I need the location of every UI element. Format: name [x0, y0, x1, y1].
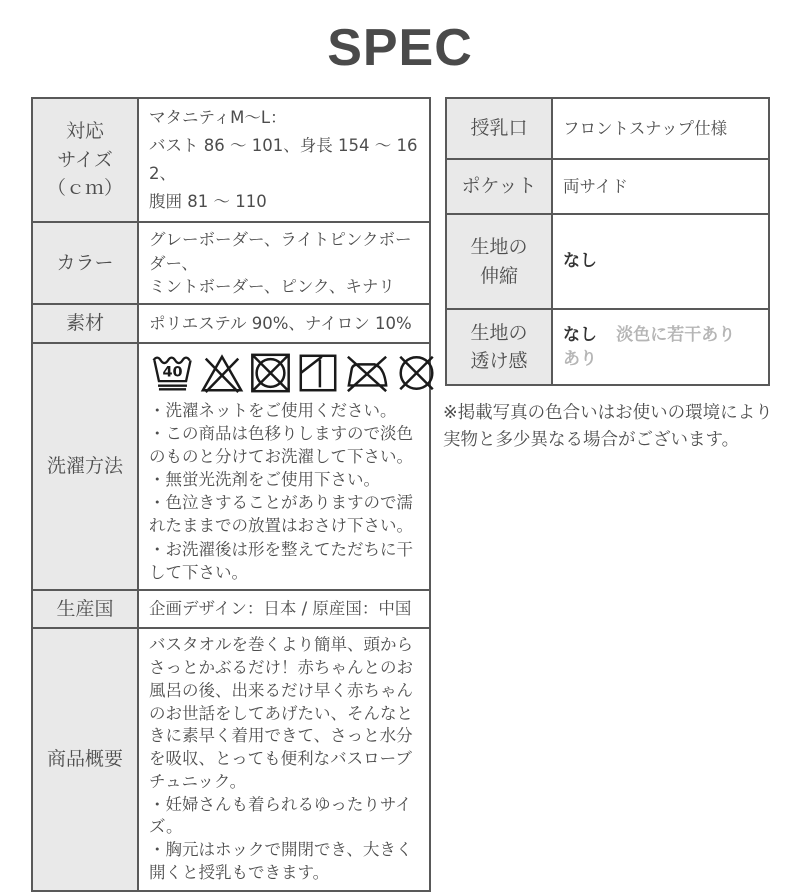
table-row	[446, 214, 769, 309]
washing-instructions	[149, 399, 419, 584]
row-header-nursing-opening: 授乳口	[446, 98, 552, 159]
sheerness-option-selected: なし	[563, 324, 597, 345]
sheerness-option: 淡色に若干あり	[616, 324, 736, 345]
table-row	[32, 98, 430, 222]
value-line: マタニティM〜L：	[149, 108, 287, 127]
note-line: ※掲載写真の色合いはお使いの環境により	[443, 403, 773, 423]
page-title: SPEC	[327, 19, 473, 77]
line-dry-in-shade-icon	[296, 351, 340, 395]
origin-value: 企画デザイン：日本 / 原産国：中国	[138, 590, 430, 629]
row-header-pocket: ポケット	[446, 159, 552, 214]
product-overview-text	[149, 634, 419, 884]
overview-value	[138, 628, 430, 890]
table-row	[32, 590, 430, 629]
photo-color-disclaimer	[443, 400, 783, 454]
washing-bullet: ・お洗濯後は形を整えてただちに干して下さい。	[149, 539, 413, 582]
header-line: 伸縮	[479, 264, 518, 287]
row-header-origin: 生産国	[32, 590, 138, 629]
nursing-opening-value: フロントスナップ仕様	[552, 98, 769, 159]
spec-table-left	[31, 97, 431, 892]
svg-text:40: 40	[162, 364, 183, 381]
table-row	[32, 304, 430, 343]
header-line: 透け感	[470, 350, 528, 372]
header-line: サイズ	[57, 148, 113, 171]
header-line: 生地の	[470, 236, 528, 258]
wash-40-gentle-icon	[149, 351, 196, 395]
care-symbol-strip	[149, 351, 419, 395]
table-row	[32, 628, 430, 890]
material-value: ポリエステル 90%、ナイロン 10%	[138, 304, 430, 343]
washing-bullet: ・色泣きすることがありますので濡れたままでの放置はおさけ下さい。	[149, 493, 413, 536]
row-header-size	[32, 98, 138, 222]
overview-paragraph: ・妊婦さんも着られるゆったりサイズ。	[149, 794, 412, 837]
value-line: 腹囲 81 〜 110	[149, 192, 267, 212]
stretch-rating: なし	[563, 251, 597, 272]
washing-bullet: ・洗濯ネットをご使用ください。	[149, 400, 397, 420]
overview-paragraph: バスタオルを巻くより簡単、頭からさっとかぶるだけ！赤ちゃんとのお風呂の後、出来るだけ早く赤ちゃんのお世話をしてあげたい、そんなときに素早く着用できて、さっと水分を吸収、とっても便利なバスローブチュニック。	[149, 635, 413, 791]
stretch-value	[552, 214, 769, 309]
table-row	[32, 343, 430, 590]
row-header-washing: 洗濯方法	[32, 343, 138, 590]
color-value	[138, 222, 430, 304]
header-line: 生地の	[470, 321, 528, 344]
row-header-overview: 商品概要	[32, 628, 138, 890]
note-line: 実物と多少異なる場合がございます。	[443, 430, 740, 451]
row-header-material: 素材	[32, 304, 138, 343]
row-header-color: カラー	[32, 222, 138, 304]
do-not-iron-icon	[343, 351, 391, 395]
table-row	[446, 309, 769, 385]
row-header-stretch	[446, 214, 552, 309]
sheerness-option: あり	[563, 349, 597, 369]
table-row	[446, 98, 769, 159]
table-row	[32, 222, 430, 304]
header-line: 対応	[65, 120, 104, 143]
pocket-value: 両サイド	[552, 159, 769, 214]
do-not-tumble-dry-icon	[248, 351, 293, 395]
washing-value	[138, 343, 430, 590]
sheerness-value	[552, 309, 769, 385]
value-line: グレーボーダー、ライトピンクボーダー、	[149, 230, 412, 273]
spec-table-right	[445, 97, 770, 386]
table-row	[446, 159, 769, 214]
row-header-sheerness	[446, 309, 552, 385]
overview-paragraph: ・胸元はホックで開閉でき、大きく開くと授乳もできます。	[149, 840, 413, 882]
value-line: ミントボーダー、ピンク、キナリ	[149, 277, 395, 297]
washing-bullet: ・無蛍光洗剤をご使用下さい。	[149, 470, 380, 490]
do-not-bleach-icon	[199, 351, 245, 395]
do-not-dry-clean-icon	[394, 351, 439, 395]
value-line: バスト 86 〜 101、身長 154 〜 162、	[149, 136, 418, 184]
size-value	[138, 98, 430, 222]
header-line: （ｃｍ）	[46, 177, 123, 200]
washing-bullet: ・この商品は色移りしますので淡色のものと分けてお洗濯して下さい。	[149, 424, 413, 467]
